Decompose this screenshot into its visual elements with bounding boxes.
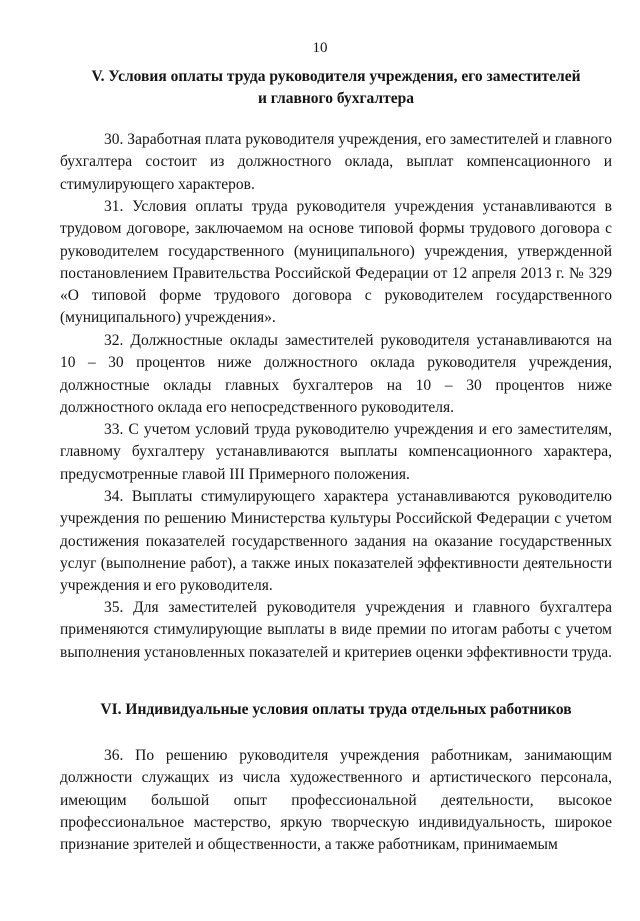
paragraph-30: 30. Заработная плата руководителя учреждения, его заместителей и главного бухгалтера состоит из должностного оклада, выплат компенсационного и стимулирующего характеров.	[60, 131, 612, 193]
paragraph-33: 33. С учетом условий труда руководителю учреждения и его заместителям, главному бухгалтеру устанавливаются выплаты компенсационного характера, предусмотренные главой III Примерного положения.	[60, 421, 612, 483]
section-5-title-line-2: и главного бухгалтера	[258, 90, 414, 107]
page-number: 10	[312, 40, 328, 56]
section-5-title-line-1: V. Условия оплаты труда руководителя учреждения, его заместителей	[91, 68, 581, 85]
paragraph-36: 36. По решению руководителя учреждения работникам, занимающим должности служащих из числа художественного и артистического персонала, имеющим большой опыт профессиональной деятельности, высокое профессиональное мастерство, яркую творческую индивидуальность, широкое признание зрителей и общественности, а также работникам, принимаемым	[60, 747, 612, 854]
paragraph-31: 31. Условия оплаты труда руководителя учреждения устанавливаются в трудовом договоре, заключаемом на основе типовой формы трудового договора с руководителем государственного (муниципального) учреждения, утвержденной постановлением Правительства Российской Федерации от 12 апреля 2013 г. № 329 «О типовой форме трудового договора с руководителем государственного (муниципального) учреждения».	[60, 198, 612, 327]
section-5-heading	[60, 66, 612, 110]
paragraph-35: 35. Для заместителей руководителя учреждения и главного бухгалтера применяются стимулирующие выплаты в виде премии по итогам работы с учетом выполнения установленных показателей и критериев оценки эффективности труда.	[60, 599, 612, 661]
paragraph-34: 34. Выплаты стимулирующего характера устанавливаются руководителю учреждения по решению Министерства культуры Российской Федерации с учетом достижения показателей государственного задания на оказание государственных услуг (выполнение работ), а также иных показателей эффективности деятельности учреждения и его руководителя.	[60, 488, 612, 595]
section-6-heading: VI. Индивидуальные условия оплаты труда отдельных работников	[100, 701, 572, 718]
paragraph-32: 32. Должностные оклады заместителей руководителя устанавливаются на 10 – 30 процентов ниже должностного оклада руководителя учреждения, должностные оклады главных бухгалтеров на 10 – 30 процентов ниже должностного оклада его непосредственного руководителя.	[60, 332, 612, 416]
